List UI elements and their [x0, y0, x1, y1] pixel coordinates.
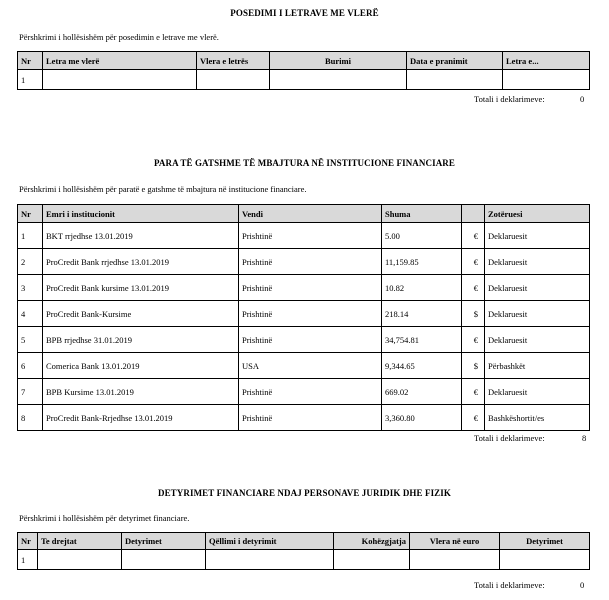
- table-row: [18, 223, 590, 249]
- cell-owner: Deklaruesit: [485, 249, 590, 275]
- section1-total-label: Totali i deklarimeve:: [474, 94, 545, 104]
- col-institution: Emri i institucionit: [43, 205, 239, 223]
- cell: [206, 550, 334, 570]
- col-rights: Te drejtat: [38, 533, 122, 550]
- col-nr: Nr: [18, 533, 38, 550]
- cell-amount: 3,360.80: [382, 405, 462, 431]
- col-owner: Zotëruesi: [485, 205, 590, 223]
- section1-description: Përshkrimi i hollësishëm për posedimin e letrave me vlerë.: [19, 32, 219, 42]
- cell-amount: 34,754.81: [382, 327, 462, 353]
- cell-amount: 5.00: [382, 223, 462, 249]
- cell-nr: 3: [18, 275, 43, 301]
- cell-currency: €: [462, 327, 485, 353]
- cell-currency: €: [462, 223, 485, 249]
- cell-country: Prishtinë: [239, 379, 382, 405]
- cell-owner: Deklaruesit: [485, 223, 590, 249]
- cell-currency: €: [462, 275, 485, 301]
- col-currency: [462, 205, 485, 223]
- cell-country: USA: [239, 353, 382, 379]
- cell-country: Prishtinë: [239, 301, 382, 327]
- cell-country: Prishtinë: [239, 275, 382, 301]
- cell-institution: ProCredit Bank kursime 13.01.2019: [43, 275, 239, 301]
- cell-amount: 9,344.65: [382, 353, 462, 379]
- col-nr: Nr: [18, 205, 43, 223]
- securities-table: [17, 51, 590, 90]
- table-row: [18, 379, 590, 405]
- section2-total-label: Totali i deklarimeve:: [474, 433, 545, 443]
- cell-nr: 1: [18, 223, 43, 249]
- cell-amount: 669.02: [382, 379, 462, 405]
- table-row: [18, 405, 590, 431]
- cell: [270, 70, 407, 90]
- section2-title: PARA TË GATSHME TË MBAJTURA NË INSTITUCIONE FINANCIARE: [153, 158, 456, 168]
- section3-title: DETYRIMET FINANCIARE NDAJ PERSONAVE JURIDIK DHE FIZIK: [157, 488, 451, 498]
- cell-nr: 1: [18, 550, 38, 570]
- col-date-received: Data e pranimit: [407, 52, 503, 70]
- cell-nr: 8: [18, 405, 43, 431]
- cell-country: Prishtinë: [239, 405, 382, 431]
- table-row: [18, 327, 590, 353]
- cell-nr: 7: [18, 379, 43, 405]
- col-security-value: Vlera e letrës: [197, 52, 270, 70]
- cell-nr: 6: [18, 353, 43, 379]
- section3-total-label: Totali i deklarimeve:: [474, 580, 545, 590]
- cell-owner: Përbashkët: [485, 353, 590, 379]
- cell-owner: Deklaruesit: [485, 275, 590, 301]
- cell-nr: 1: [18, 70, 43, 90]
- cell-amount: 218.14: [382, 301, 462, 327]
- cell-owner: Deklaruesit: [485, 301, 590, 327]
- cell: [122, 550, 206, 570]
- cash-header-row: [18, 205, 590, 223]
- col-nr: Nr: [18, 52, 43, 70]
- cell-currency: $: [462, 353, 485, 379]
- table-row: [18, 249, 590, 275]
- securities-header-row: [18, 52, 590, 70]
- col-amount: Shuma: [382, 205, 462, 223]
- table-row: [18, 70, 590, 90]
- liabilities-header-row: [18, 533, 590, 550]
- cell-nr: 5: [18, 327, 43, 353]
- cell-country: Prishtinë: [239, 327, 382, 353]
- table-row: [18, 301, 590, 327]
- cell-institution: BPB rrjedhse 31.01.2019: [43, 327, 239, 353]
- col-value-euro: Vlera në euro: [410, 533, 500, 550]
- cell-institution: BPB Kursime 13.01.2019: [43, 379, 239, 405]
- cell-currency: $: [462, 301, 485, 327]
- table-row: [18, 353, 590, 379]
- cell-owner: Deklaruesit: [485, 379, 590, 405]
- cell-currency: €: [462, 379, 485, 405]
- section2-description: Përshkrimi i hollësishëm për paratë e gatshme të mbajtura në institucione financiare.: [19, 184, 307, 194]
- section3-total-value: 0: [580, 580, 585, 590]
- cell-amount: 11,159.85: [382, 249, 462, 275]
- section2-total-value: 8: [582, 433, 587, 443]
- col-country: Vendi: [239, 205, 382, 223]
- cell-nr: 2: [18, 249, 43, 275]
- cell: [197, 70, 270, 90]
- cash-table: [17, 204, 590, 431]
- cell-owner: Bashkëshortit/es: [485, 405, 590, 431]
- col-purpose: Qëllimi i detyrimit: [206, 533, 334, 550]
- cell-nr: 4: [18, 301, 43, 327]
- cell-institution: ProCredit Bank rrjedhse 13.01.2019: [43, 249, 239, 275]
- cell-country: Prishtinë: [239, 249, 382, 275]
- cell-currency: €: [462, 249, 485, 275]
- cell: [410, 550, 500, 570]
- cell-institution: ProCredit Bank-Rrjedhse 13.01.2019: [43, 405, 239, 431]
- section1-title: POSEDIMI I LETRAVE ME VLERË: [230, 8, 379, 18]
- cell-country: Prishtinë: [239, 223, 382, 249]
- cell-institution: ProCredit Bank-Kursime: [43, 301, 239, 327]
- cell: [407, 70, 503, 90]
- col-source: Burimi: [270, 52, 407, 70]
- col-security: Letra me vlerë: [43, 52, 197, 70]
- cell-institution: BKT rrjedhse 13.01.2019: [43, 223, 239, 249]
- cell-institution: Comerica Bank 13.01.2019: [43, 353, 239, 379]
- table-row: [18, 275, 590, 301]
- col-liabilities: Detyrimet: [122, 533, 206, 550]
- section3-description: Përshkrimi i hollësishëm për detyrimet financiare.: [19, 513, 190, 523]
- cell-owner: Deklaruesit: [485, 327, 590, 353]
- cell-currency: €: [462, 405, 485, 431]
- cell: [43, 70, 197, 90]
- liabilities-table: [17, 532, 590, 570]
- cell-amount: 10.82: [382, 275, 462, 301]
- col-duration: Kohëzgjatja: [334, 533, 410, 550]
- cell: [38, 550, 122, 570]
- cell: [334, 550, 410, 570]
- col-security-extra: Letra e...: [503, 52, 590, 70]
- section1-total-value: 0: [580, 94, 585, 104]
- table-row: [18, 550, 590, 570]
- cell: [500, 550, 590, 570]
- cell: [503, 70, 590, 90]
- col-liabilities-2: Detyrimet: [500, 533, 590, 550]
